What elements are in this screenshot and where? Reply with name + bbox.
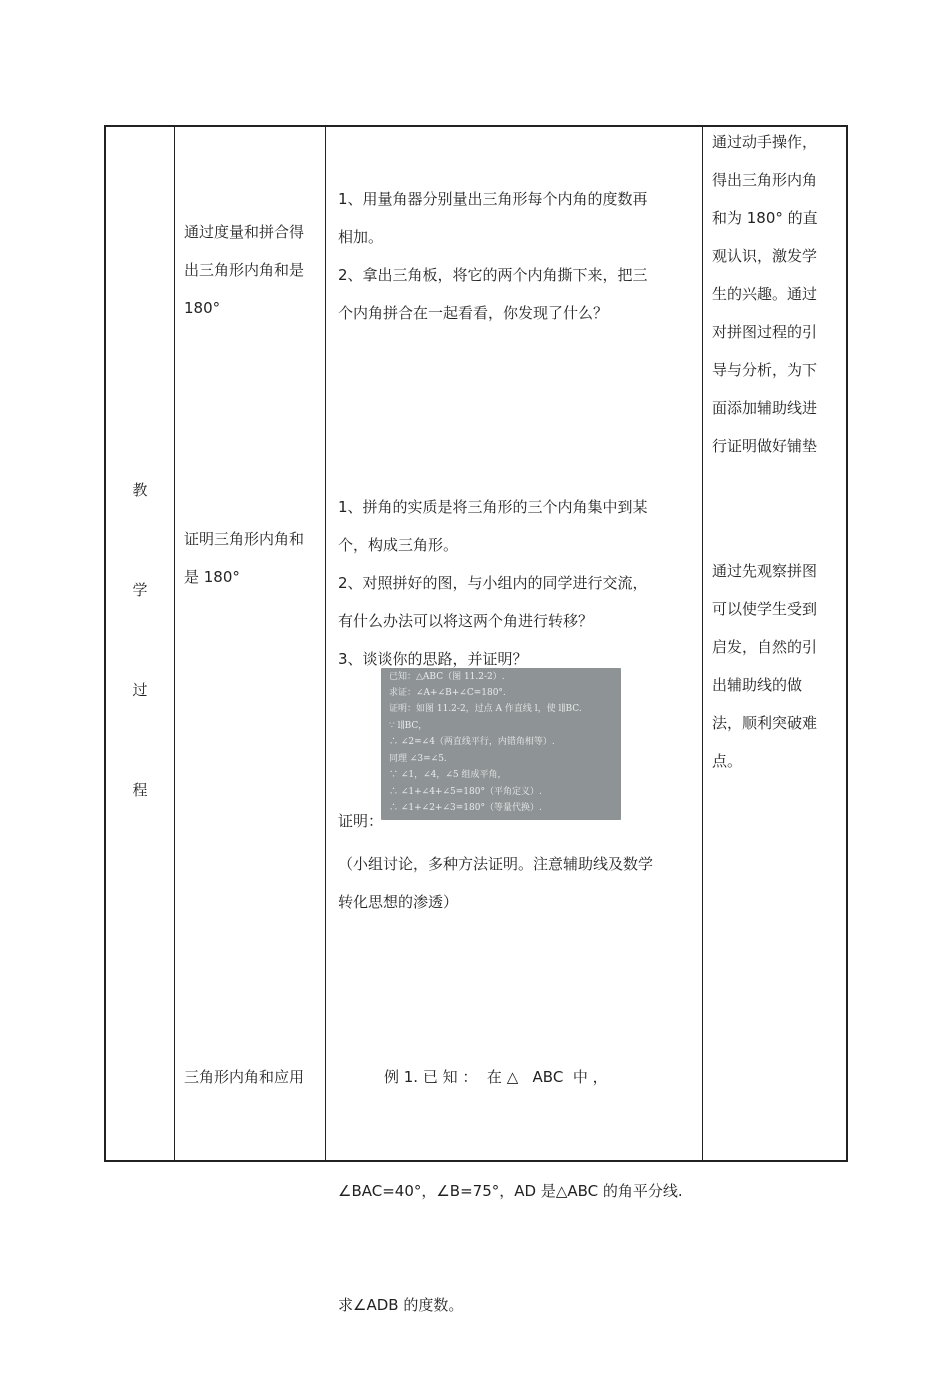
intent-line: 点。 bbox=[712, 752, 743, 770]
intent-line: 对拼图过程的引 bbox=[712, 323, 818, 341]
topic-line: 通过度量和拼合得 bbox=[184, 223, 305, 241]
intent-line: 法，顺利突破难 bbox=[712, 714, 818, 732]
activity-line: 1、拼角的实质是将三角形的三个内角集中到某 bbox=[338, 498, 648, 516]
proof-line: ∵ ∠1，∠4，∠5 组成平角， bbox=[389, 770, 507, 780]
intent-line: 面添加辅助线进 bbox=[712, 399, 818, 417]
activity-line: 个内角拼合在一起看看，你发现了什么？ bbox=[338, 304, 609, 322]
activity-line: 2、对照拼好的图，与小组内的同学进行交流， bbox=[338, 574, 648, 592]
topic-cell bbox=[184, 213, 324, 327]
intent-line: 观认识，激发学 bbox=[712, 247, 818, 265]
intent-line: 启发，自然的引 bbox=[712, 638, 818, 656]
stage-char: 过 bbox=[132, 681, 148, 699]
example-line: ∠BAC=40°，∠B=75°，AD 是△ABC 的角平分线. bbox=[338, 1182, 683, 1200]
example-cell bbox=[338, 982, 698, 1400]
intent-line: 行证明做好铺垫 bbox=[712, 437, 818, 455]
topic-line: 证明三角形内角和 bbox=[184, 530, 305, 548]
proof-line: 证明：如图 11.2-2，过点 A 作直线 l，使 l∥BC. bbox=[389, 704, 582, 714]
column-divider bbox=[174, 127, 175, 1160]
intent-line: 通过先观察拼图 bbox=[712, 562, 818, 580]
column-divider bbox=[325, 127, 326, 1160]
activity-line: 1、用量角器分别量出三角形每个内角的度数再 bbox=[338, 190, 648, 208]
intent-line: 和为 180° 的直 bbox=[712, 209, 818, 227]
activity-cell bbox=[338, 180, 698, 332]
proof-line: ∴ ∠1+∠4+∠5=180°（平角定义）. bbox=[389, 787, 542, 797]
example-line: 求∠ADB 的度数。 bbox=[338, 1296, 464, 1314]
topic-line: 是 180° bbox=[184, 568, 240, 586]
intent-line: 可以使学生受到 bbox=[712, 600, 818, 618]
proof-line: 同理 ∠3=∠5. bbox=[389, 754, 447, 764]
lesson-table bbox=[104, 125, 848, 1314]
proof-line: 已知：△ABC（图 11.2-2）. bbox=[389, 672, 505, 682]
activity-line: 相加。 bbox=[338, 228, 384, 246]
topic-line: 出三角形内角和是 bbox=[184, 261, 305, 279]
activity-line: 个，构成三角形。 bbox=[338, 536, 459, 554]
activity-line: 2、拿出三角板，将它的两个内角撕下来，把三 bbox=[338, 266, 648, 284]
intent-cell bbox=[712, 123, 846, 465]
topic-line: 三角形内角和应用 bbox=[184, 1068, 305, 1086]
proof-line: ∵ l∥BC， bbox=[389, 721, 428, 731]
note-cell bbox=[338, 845, 698, 921]
stage-char: 教 bbox=[132, 481, 148, 499]
proof-label: 证明： bbox=[338, 812, 384, 830]
intent-line: 生的兴趣。通过 bbox=[712, 285, 818, 303]
note-line: （小组讨论，多种方法证明。注意辅助线及数学 bbox=[338, 855, 654, 873]
topic-cell bbox=[184, 520, 324, 596]
column-divider bbox=[702, 127, 703, 1160]
proof-line: ∴ ∠2=∠4（两直线平行，内错角相等）. bbox=[389, 737, 555, 747]
proof-line: 求证：∠A+∠B+∠C=180°. bbox=[389, 688, 506, 698]
intent-line: 通过动手操作， bbox=[712, 133, 818, 151]
intent-line: 得出三角形内角 bbox=[712, 171, 818, 189]
note-line: 转化思想的渗透） bbox=[338, 893, 459, 911]
activity-cell bbox=[338, 488, 698, 678]
topic-cell bbox=[184, 1058, 324, 1096]
example-line: 例 1. 已 知 ： 在 △ ABC 中 ， bbox=[384, 1068, 608, 1086]
activity-line: 有什么办法可以将这两个角进行转移？ bbox=[338, 612, 594, 630]
topic-line: 180° bbox=[184, 299, 221, 317]
stage-char: 学 bbox=[132, 581, 148, 599]
proof-photo bbox=[381, 668, 621, 820]
stage-char: 程 bbox=[132, 781, 148, 799]
activity-line: 3、谈谈你的思路，并证明？ bbox=[338, 650, 528, 668]
intent-line: 导与分析，为下 bbox=[712, 361, 818, 379]
intent-line: 出辅助线的做 bbox=[712, 676, 803, 694]
intent-cell bbox=[712, 552, 846, 780]
proof-line: ∴ ∠1+∠2+∠3=180°（等量代换）. bbox=[389, 803, 542, 813]
